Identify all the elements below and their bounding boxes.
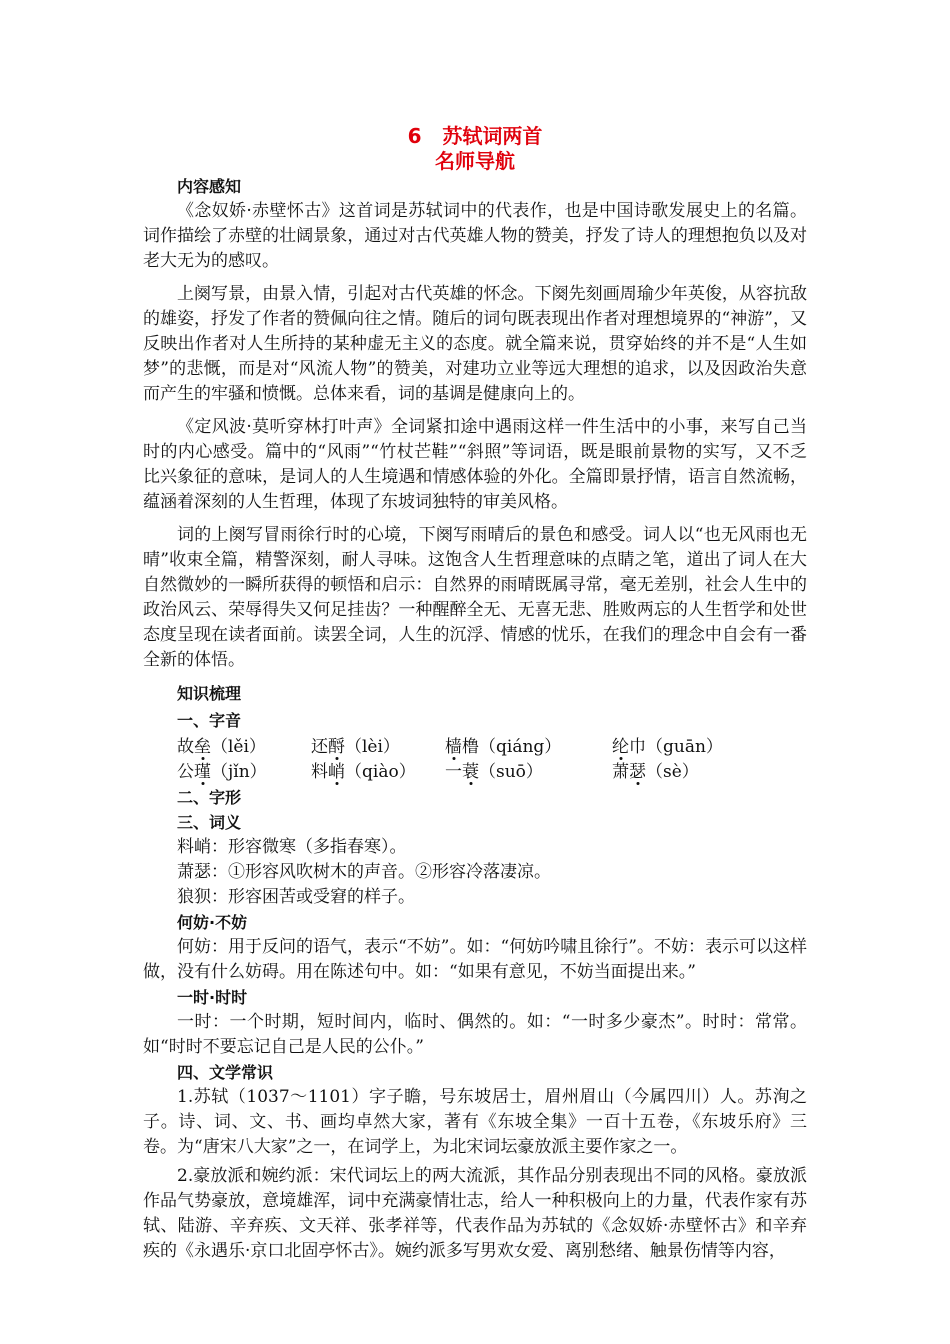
- word-meaning: 狼狈：形容困苦或受窘的样子。: [177, 887, 415, 907]
- lesson-title-text: 苏轼词两首: [442, 124, 543, 148]
- paragraph-4: 词的上阕写冒雨徐行时的心境，下阕写雨晴后的景色和感受。词人以“也无风雨也无晴”收束全篇，精警深刻，耐人寻味。这饱含人生哲理意味的点睛之笔，道出了词人在大自然微妙的一瞬所获得的顿悟和启示：自然界的雨晴既属寻常，毫无差别，社会人生中的政治风云、荣辱得失又何足挂齿？一种醒醉全无、无喜无悲、胜败两忘的人生哲学和处世态度呈现在读者面前。读罢全词，人生的沉浮、情感的忧乐，在我们的理念中自会有一番全新的体悟。: [143, 525, 807, 670]
- paragraph-literature-1: 1.苏轼（1037～1101）字子瞻，号东坡居士，眉州眉山（今属四川）人。苏洵之子。诗、词、文、书、画均卓然大家，著有《东坡全集》一百十五卷，《东坡乐府》三卷。为“唐宋八大家”之一，在词学上，为北宋词坛豪放派主要作家之一。: [143, 1087, 807, 1157]
- pron-item: 料峭（qiào）: [311, 762, 416, 782]
- paragraph-1: 《念奴娇·赤壁怀古》这首词是苏轼词中的代表作，也是中国诗歌发展史上的名篇。词作描绘了赤壁的壮阔景象，通过对古代英雄人物的赞美，抒发了诗人的理想抱负以及对老大无为的感叹。: [143, 201, 807, 271]
- subheading-yishi: 一时·时时: [177, 988, 248, 1007]
- pron-item: 纶巾（guān）: [612, 737, 723, 757]
- section-heading-content: 内容感知: [177, 177, 242, 196]
- subheading-literature: 四、文学常识: [177, 1063, 274, 1082]
- section-heading-knowledge: 知识梳理: [177, 684, 242, 703]
- paragraph-yishi: 一时：一个时期，短时间内，临时、偶然的。如：“一时多少豪杰”。时时：常常。如“时时不要忘记自己是人民的公仆。”: [143, 1012, 807, 1057]
- subheading-meaning: 三、词义: [177, 813, 242, 832]
- word-meaning: 萧瑟：①形容风吹树木的声音。②形容冷落凄凉。: [177, 862, 551, 882]
- pron-item: 萧瑟（sè）: [612, 762, 699, 782]
- paragraph-3: 《定风波·莫听穿林打叶声》全词紧扣途中遇雨这样一件生活中的小事，来写自己当时的内心感受。篇中的“风雨”“竹杖芒鞋”“斜照”等词语，既是眼前景物的实写，又不乏比兴象征的意味，是词人的人生境遇和情感体验的外化。全篇即景抒情，语言自然流畅，蕴涵着深刻的人生哲理，体现了东坡词独特的审美风格。: [143, 417, 807, 512]
- document-content: [143, 122, 807, 1264]
- lesson-title: [143, 124, 807, 149]
- pronunciation-row: [143, 760, 807, 785]
- paragraph-literature-2: 2.豪放派和婉约派：宋代词坛上的两大流派，其作品分别表现出不同的风格。豪放派作品气势豪放，意境雄浑，词中充满豪情壮志，给人一种积极向上的力量，代表作家有苏轼、陆游、辛弃疾、文天祥、张孝祥等，代表作品为苏轼的《念奴娇·赤壁怀古》和辛弃疾的《永遇乐·京口北固亭怀古》。婉约派多写男欢女爱、离别愁绪、触景伤情等内容，: [143, 1166, 807, 1261]
- paragraph-2: 上阕写景，由景入情，引起对古代英雄的怀念。下阕先刻画周瑜少年英俊，从容抗敌的雄姿，抒发了作者的赞佩向往之情。随后的词句既表现出作者对理想境界的“神游”，又反映出作者对人生所持的某种虚无主义的态度。就全篇来说，贯穿始终的并不是“人生如梦”的悲慨，而是对“风流人物”的赞美，对建功立业等远大理想的追求，以及因政治失意而产生的牢骚和愤慨。总体来看，词的基调是健康向上的。: [143, 284, 807, 404]
- subheading-hefang: 何妨·不妨: [177, 913, 248, 932]
- subheading-pronunciation: 一、字音: [177, 711, 242, 730]
- pron-item: 故垒（lěi）: [177, 737, 266, 757]
- pron-item: 公瑾（jǐn）: [177, 762, 267, 782]
- pron-item: 一蓑（suō）: [445, 762, 543, 782]
- subheading-glyph: 二、字形: [177, 788, 242, 807]
- pron-item: 樯橹（qiáng）: [445, 737, 562, 757]
- pron-item: 还酹（lèi）: [311, 737, 400, 757]
- paragraph-hefang: 何妨：用于反问的语气，表示“不妨”。如：“何妨吟啸且徐行”。不妨：表示可以这样做，没有什么妨碍。用在陈述句中。如：“如果有意见，不妨当面提出来。”: [143, 937, 807, 982]
- pronunciation-row: [143, 735, 807, 760]
- word-meaning: 料峭：形容微寒（多指春寒）。: [177, 837, 407, 857]
- lesson-subtitle: 名师导航: [435, 149, 515, 173]
- lesson-number: 6: [407, 124, 422, 148]
